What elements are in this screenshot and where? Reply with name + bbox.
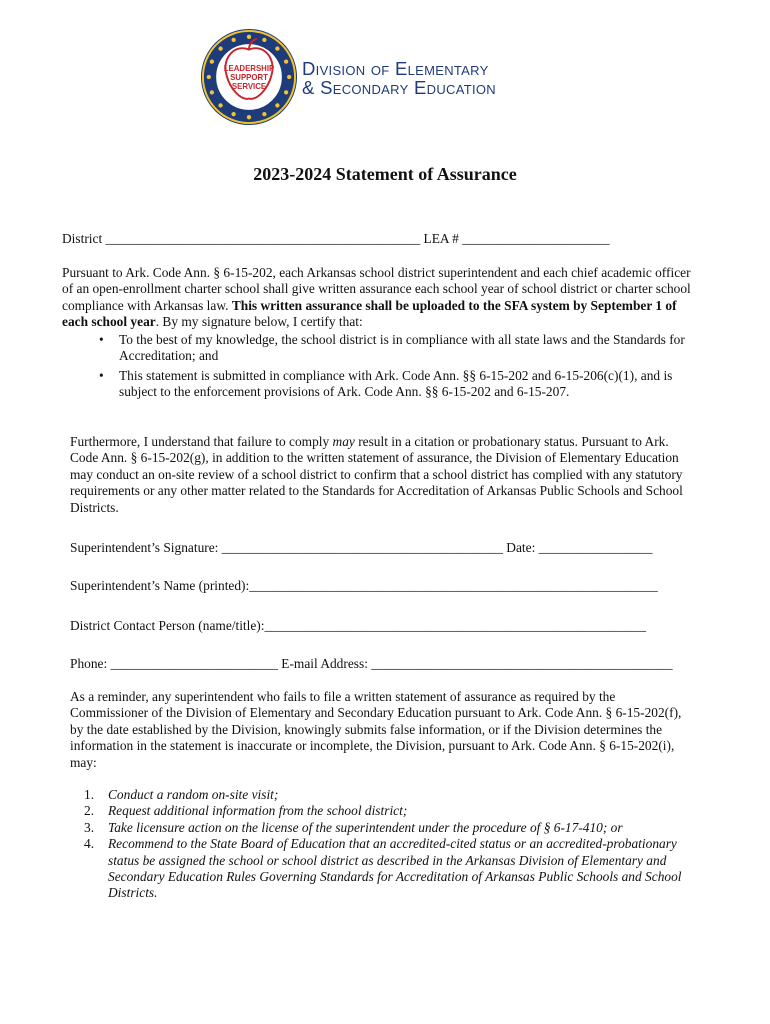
org-name-line-1: Division of Elementary (302, 58, 489, 79)
seal-star-icon (210, 90, 214, 94)
page-title: 2023-2024 Statement of Assurance (253, 164, 517, 184)
item-text: Take licensure action on the license of the superintendent under the procedure of § 6-17-410; or (108, 819, 623, 835)
printed-name-field[interactable]: Superintendent’s Name (printed):_____________________________________________________________ (70, 578, 658, 593)
intro-text-2: . By my signature below, I certify that: (155, 314, 363, 330)
furthermore-italic: may (332, 434, 355, 449)
org-name (302, 59, 582, 97)
intro-text-1: Pursuant to Ark. Code Ann. § 6-15-202, each Arkansas school district superintendent and each chief academic officer of an open-enrollment charter school shall give written assurance each school year of school district or charter school compliance with Arkansas law. (62, 265, 691, 313)
seal-star-icon (207, 75, 211, 79)
org-name-line-2: & Secondary Education (302, 77, 496, 98)
seal-line-1: LEADERSHIP (223, 64, 275, 74)
item-text: Conduct a random on-site visit; (108, 787, 279, 802)
seal-star-icon (262, 112, 266, 116)
furthermore-paragraph (70, 434, 698, 516)
seal-star-icon (218, 46, 222, 50)
seal-star-icon (287, 75, 291, 79)
item-number: 4. (84, 836, 95, 852)
list-item (84, 836, 704, 902)
reminder-paragraph (70, 689, 696, 771)
list-item: • This statement is submitted in compliance with Ark. Code Ann. §§ 6-15-202 and 6-15-206(c)(1), and is subject to the enforcement provisions of Ark. Code Ann. §§ 6-15-202 and 6-15-207. (96, 368, 696, 401)
header-logo (200, 28, 580, 128)
list-item (84, 820, 704, 836)
actions-list (84, 787, 704, 902)
item-number: 2. (84, 803, 95, 819)
seal-logo-icon (200, 28, 298, 126)
item-text: Request additional information from the school district; (108, 803, 408, 819)
list-item (84, 787, 704, 803)
district-lea-field: District _______________________________________________ LEA # ______________________ (62, 231, 610, 246)
seal-star-icon (275, 103, 279, 107)
seal-star-icon (210, 59, 214, 63)
seal-star-icon (284, 59, 288, 63)
intro-bold-text: This written assurance shall be uploaded to the SFA system by September 1 of each school year (62, 297, 677, 330)
item-number: 1. (84, 787, 95, 802)
seal-line-3: SERVICE (231, 81, 267, 91)
signature-field[interactable]: Superintendent’s Signature: __________________________________________ Date: _________________ (70, 540, 653, 555)
seal-star-icon (262, 38, 266, 42)
phone-email-field[interactable]: Phone: _________________________ E-mail Address: _____________________________________________ (70, 656, 673, 671)
seal-star-icon (284, 90, 288, 94)
intro-paragraph (62, 265, 698, 331)
certification-list (96, 332, 696, 404)
item-number: 3. (84, 819, 95, 835)
seal-star-icon (247, 115, 251, 119)
furthermore-text-2: result in a citation or probationary status. Pursuant to Ark. Code Ann. § 6-15-202(g), in addition to the written statement of assurance, the Division of Elementary Education may conduct an on-site review of a school district to confirm that a school district has complied with any statutory requirements or any other matter related to the Standards for Accreditation of Arkansas Public Schools and School Districts. (70, 434, 683, 515)
seal-star-icon (218, 103, 222, 107)
furthermore-text-1: Furthermore, I understand that failure to comply (70, 434, 333, 449)
contact-person-field[interactable]: District Contact Person (name/title):_________________________________________________________ (70, 618, 647, 633)
reminder-text: As a reminder, any superintendent who fails to file a written statement of assurance as required by the Commissioner of the Division of Elementary and Secondary Education pursuant to Ark. Code Ann. § 6-15-202(f), by the date established by the Division, knowingly submits false information, or if the Division determines the information in the statement is inaccurate or incomplete, the Division, pursuant to Ark. Code Ann. § 6-15-202(i), may: (70, 689, 682, 770)
seal-line-2: SUPPORT (230, 72, 268, 82)
seal-star-icon (275, 46, 279, 50)
list-item (84, 803, 704, 819)
item-text: Recommend to the State Board of Education that an accredited-cited status or an accredited-probationary status be assigned the school or school district as described in the Arkansas Division of Elementary and Secondary Education Rules Governing Standards for Accreditation of Arkansas Public Schools and School Districts. (108, 836, 682, 901)
list-item: • To the best of my knowledge, the school district is in compliance with all state laws and the Standards for Accreditation; and (96, 332, 696, 365)
seal-star-icon (231, 38, 235, 42)
seal-star-icon (231, 112, 235, 116)
seal-star-icon (247, 35, 251, 39)
